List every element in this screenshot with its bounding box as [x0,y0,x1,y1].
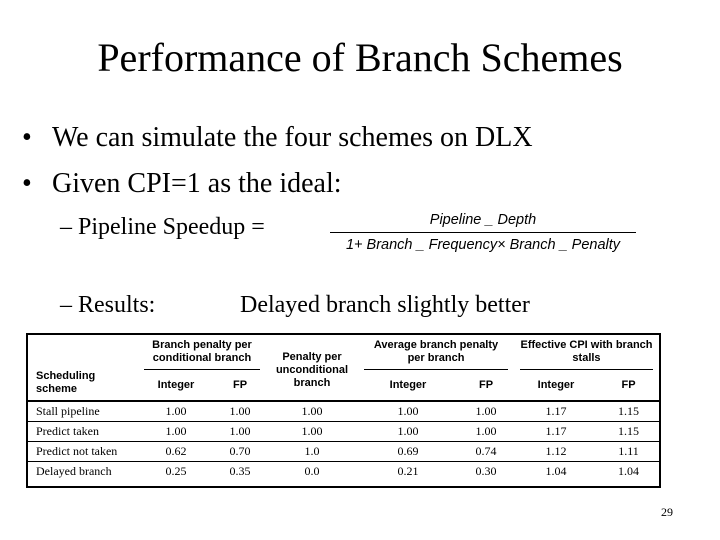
cell-cpi-fp: 1.04 [618,464,639,478]
page-number: 29 [661,505,673,519]
cell-cond-int: 1.00 [165,424,187,438]
cell-scheme: Stall pipeline [36,404,100,418]
branch-schemes-table [26,333,661,488]
cell-avg-fp: 1.00 [475,424,497,438]
header-effective-cpi: Effective CPI with branch stalls [520,339,653,370]
cell-avg-fp: 1.00 [475,404,497,418]
bullet-text: Given CPI=1 as the ideal: [52,168,342,199]
subheader-fp: FP [478,378,494,391]
subheader-fp: FP [232,378,248,391]
results-label: – Results: [60,292,156,318]
table-row [28,422,659,442]
table-row [28,401,659,422]
table-row [28,442,659,462]
subheader-integer: Integer [389,378,427,391]
subheader-fp: FP [621,378,636,391]
speedup-formula [330,212,636,253]
subheader-integer: Integer [157,378,195,391]
formula-denominator: 1+ Branch _ Frequency× Branch _ Penalty [345,237,621,253]
cell-uncond: 1.0 [304,444,320,458]
cell-uncond: 0.0 [304,464,320,478]
cell-cpi-int: 1.04 [545,464,567,478]
header-scheduling-scheme: Scheduling scheme [36,370,96,395]
subheader-integer: Integer [537,378,575,391]
header-cond-penalty: Branch penalty per conditional branch [144,339,260,370]
cell-cond-fp: 0.35 [229,464,251,478]
cell-avg-int: 1.00 [397,424,419,438]
header-uncond-penalty: Penalty per unconditional branch [275,351,349,389]
cell-scheme: Predict not taken [36,444,118,458]
bullet-item [22,168,342,200]
formula-numerator: Pipeline _ Depth [330,212,636,233]
cell-avg-int: 1.00 [397,404,419,418]
cell-cpi-fp: 1.15 [618,404,639,418]
cell-avg-fp: 0.30 [475,464,497,478]
cell-avg-int: 0.69 [397,444,419,458]
cell-uncond: 1.00 [301,404,323,418]
cell-cpi-int: 1.12 [545,444,567,458]
results-note: Delayed branch slightly better [240,292,530,318]
header-avg-penalty: Average branch penalty per branch [364,339,508,370]
cell-avg-int: 0.21 [397,464,419,478]
cell-cpi-int: 1.17 [545,424,567,438]
cell-scheme: Delayed branch [36,464,112,478]
cell-scheme: Predict taken [36,424,99,438]
bullet-item [22,122,533,154]
cell-cond-int: 0.25 [165,464,187,478]
cell-avg-fp: 0.74 [475,444,497,458]
bullet-text: We can simulate the four schemes on DLX [52,122,533,153]
cell-cond-fp: 0.70 [229,444,251,458]
cell-cond-int: 0.62 [165,444,187,458]
bullet-icon: • [22,168,32,199]
cell-cpi-fp: 1.11 [618,444,639,458]
cell-cpi-fp: 1.15 [618,424,639,438]
bullet-icon: • [22,122,32,153]
table-row [28,462,659,482]
slide-title: Performance of Branch Schemes [97,35,623,80]
cell-cond-fp: 1.00 [229,404,251,418]
speedup-label: – Pipeline Speedup = [60,214,265,240]
cell-cond-int: 1.00 [165,404,187,418]
cell-cpi-int: 1.17 [545,404,567,418]
cell-uncond: 1.00 [301,424,323,438]
cell-cond-fp: 1.00 [229,424,251,438]
